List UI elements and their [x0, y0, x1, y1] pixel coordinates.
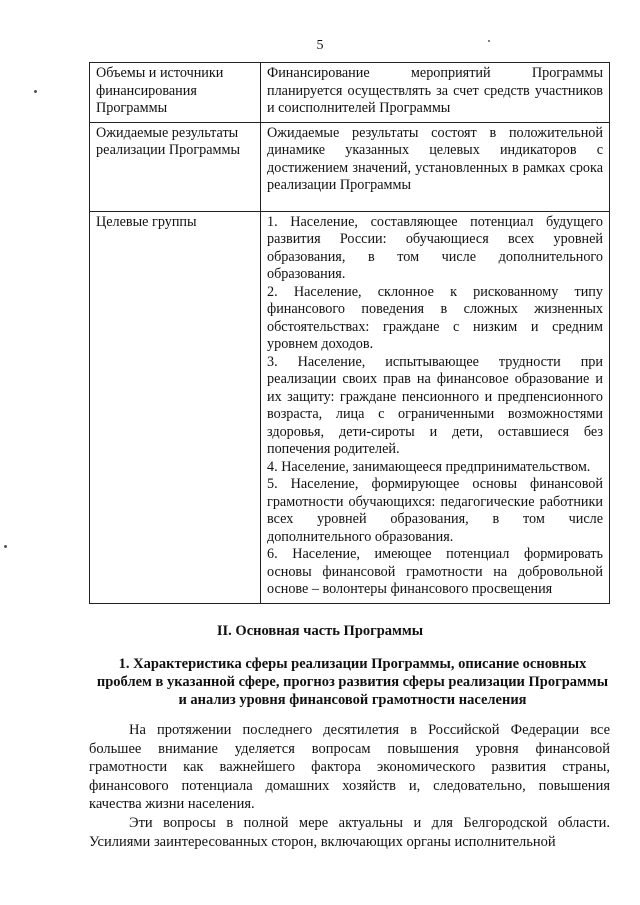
list-item: 4. Население, занимающееся предпринимательством. [267, 458, 591, 475]
scan-dot [34, 90, 37, 93]
list-item: 1. Население, составляющее потенциал будущего развития России: обучающиеся всех уровней образования, в том числе дополнительного образования. [267, 213, 603, 282]
subsection-title: 1. Характеристика сферы реализации Программы, описание основных проблем в указанной сфере, прогноз развития сферы реализации Программы и анализ уровня финансовой грамотности населения [96, 656, 609, 708]
paragraph: На протяжении последнего десятилетия в Российской Федерации все большее внимание уделяется вопросам повышения уровня финансовой грамотности как важнейшего фактора экономического развития страны, финансового потенциала домашних хозяйств и, следовательно, повышения качества жизни населения. [89, 722, 610, 813]
row-label: Целевые группы [90, 211, 261, 603]
scan-dot [488, 40, 490, 42]
list-item: 3. Население, испытывающее трудности при реализации своих прав на финансовое образование и их защиту: граждане пенсионного и предпенсионного возраста, лица с ограниченными возможностями здоровья, дети-сироты и дети, оставшиеся без попечения родителей. [267, 353, 603, 457]
scan-dot [4, 545, 7, 548]
section-title: II. Основная часть Программы [216, 623, 424, 639]
list-item: 6. Население, имеющее потенциал формировать основы финансовой грамотности на добровольной основе – волонтеры финансового просвещения [267, 546, 603, 597]
table-row-funding [90, 63, 610, 123]
row-label: Ожидаемые результаты реализации Программы [90, 122, 261, 211]
paragraph: Эти вопросы в полной мере актуальны и для Белгородской области. Усилиями заинтересованных сторон, включающих органы исполнительной [89, 814, 610, 850]
table-row-target-groups [90, 211, 610, 603]
list-item: 5. Население, формирующее основы финансовой грамотности обучающихся: педагогические работники всех уровней образования, в том числе дополнительного образования. [267, 476, 603, 545]
page-number: 5 [316, 38, 324, 53]
row-value: Финансирование мероприятий Программы планируется осуществлять за счет средств участников и соисполнителей Программы [261, 63, 610, 123]
body-text [89, 721, 610, 851]
list-item: 2. Население, склонное к рискованному типу финансового поведения в сложных жизненных обстоятельствах: граждане с низким и средним уровнем доходов. [267, 283, 603, 352]
target-groups-list [261, 211, 610, 603]
table-row-expected-results [90, 122, 610, 211]
program-passport-table [89, 62, 610, 604]
row-value: Ожидаемые результаты состоят в положительной динамике указанных целевых индикаторов с достижением значений, установленных в рамках срока реализации Программы [261, 122, 610, 211]
row-label: Объемы и источники финансирования Программы [90, 63, 261, 123]
